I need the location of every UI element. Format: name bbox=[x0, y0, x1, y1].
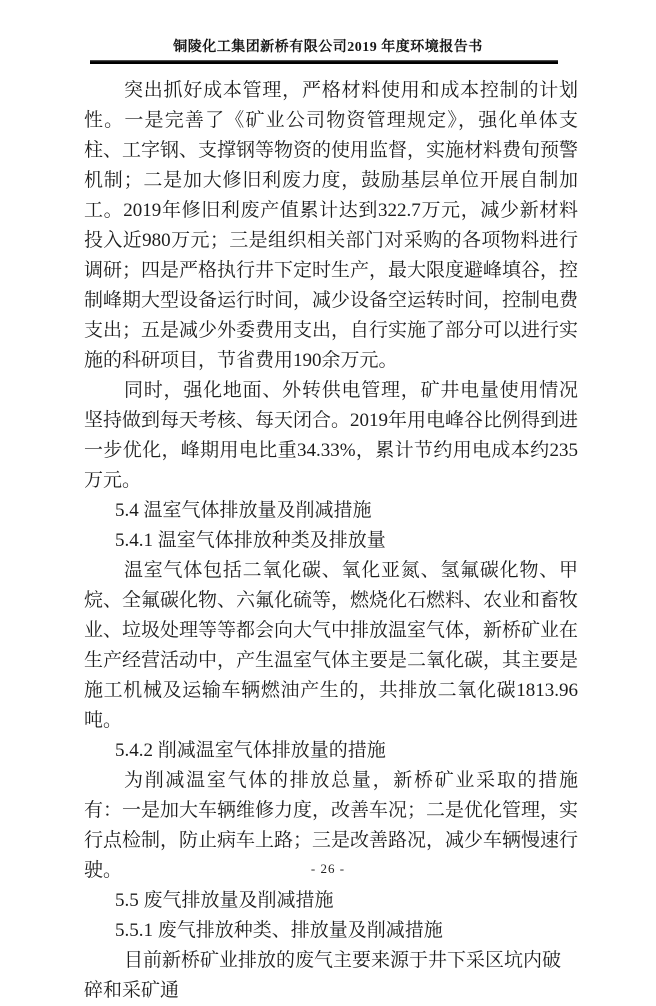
body-paragraph-power-management: 同时，强化地面、外转供电管理，矿井电量使用情况坚持做到每天考核、每天闭合。2019年用电峰谷比例得到进一步优化，峰期用电比重34.33%，累计节约用电成本约235万元。 bbox=[84, 380, 579, 491]
section-heading-5-4-2: 5.4.2 削减温室气体排放量的措施 bbox=[115, 740, 386, 761]
section-heading-5-4-1: 5.4.1 温室气体排放种类及排放量 bbox=[115, 530, 386, 551]
header-rule bbox=[90, 60, 558, 64]
body-paragraph-greenhouse-gas: 温室气体包括二氧化碳、氧化亚氮、氢氟碳化物、甲烷、全氟碳化物、六氟化硫等，燃烧化石燃料、农业和畜牧业、垃圾处理等等都会向大气中排放温室气体，新桥矿业在生产经营活动中，产生温室气体主要是二氧化碳，其主要是施工机械及运输车辆燃油产生的，共排放二氧化碳1813.96吨。 bbox=[84, 560, 579, 731]
section-heading-5-5: 5.5 废气排放量及削减措施 bbox=[115, 890, 334, 911]
page-number: - 26 - bbox=[310, 861, 346, 876]
section-heading-5-5-1: 5.5.1 废气排放种类、排放量及削减措施 bbox=[115, 920, 443, 941]
body-paragraph-cost-management: 突出抓好成本管理，严格材料使用和成本控制的计划性。一是完善了《矿业公司物资管理规定》，强化单体支柱、工字钢、支撑钢等物资的使用监督，实施材料费旬预警机制；二是加大修旧利废力度，鼓励基层单位开展自制加工。2019年修旧利废产值累计达到322.7万元，减少新材料投入近980万元；三是组织相关部门对采购的各项物料进行调研；四是严格执行井下定时生产，最大限度避峰填谷，控制峰期大型设备运行时间，减少设备空运转时间，控制电费支出；五是减少外委费用支出，自行实施了部分可以进行实施的科研项目，节省费用190余万元。 bbox=[84, 80, 579, 371]
section-heading-5-4: 5.4 温室气体排放量及削减措施 bbox=[115, 500, 372, 521]
header-title: 铜陵化工集团新桥有限公司2019 年度环境报告书 bbox=[173, 40, 483, 55]
body-paragraph-reduction-measures: 为削减温室气体的排放总量，新桥矿业采取的措施有：一是加大车辆维修力度，改善车况；二是优化管理，实行点检制，防止病车上路；三是改善路况，减少车辆慢速行驶。 bbox=[84, 770, 579, 881]
body-paragraph-waste-gas: 目前新桥矿业排放的废气主要来源于井下采区坑内破碎和采矿通 bbox=[84, 950, 562, 1001]
page-footer bbox=[0, 861, 656, 877]
